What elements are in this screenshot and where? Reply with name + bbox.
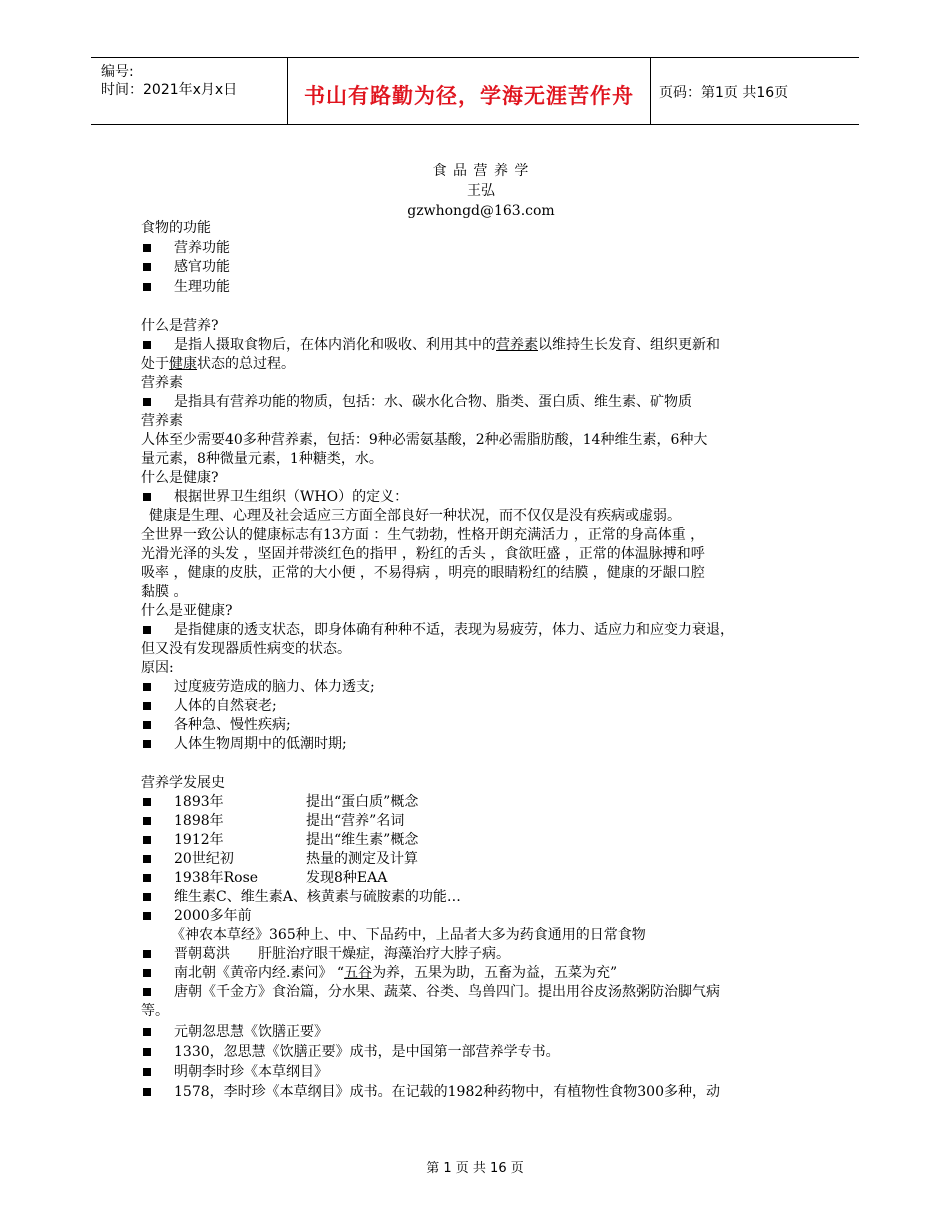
bullet-icon xyxy=(143,740,151,748)
bullet-icon xyxy=(143,912,151,920)
paragraph-line: 但又没有发现器质性病变的状态。 xyxy=(141,641,351,657)
bullet-icon xyxy=(143,798,151,806)
nutrient-heading: 营养素 xyxy=(141,375,183,391)
list-item: 维生素C、维生素A、核黄素与硫胺素的功能… xyxy=(141,888,461,907)
timeline-row: 20世纪初 热量的测定及计算 xyxy=(141,850,418,869)
bullet-icon xyxy=(143,493,151,501)
paragraph-line: 人体至少需要40多种营养素，包括：9种必需氨基酸，2种必需脂肪酸，14种维生素，6种大 xyxy=(141,432,708,448)
timeline-row: 1893年 提出“蛋白质”概念 xyxy=(141,793,418,812)
bullet-icon xyxy=(143,893,151,901)
bullet-icon xyxy=(143,988,151,996)
list-item: 唐朝《千金方》食治篇，分水果、蔬菜、谷类、鸟兽四门。提出用谷皮汤熬粥防治脚气病 xyxy=(141,983,720,1002)
wugu-link[interactable]: 五谷 xyxy=(344,965,373,981)
nutrition-definition: 是指人摄取食物后，在体内消化和吸收、利用其中的营养素以维持生长发育、组织更新和 xyxy=(141,336,720,355)
timeline-row: 1912年 提出“维生素”概念 xyxy=(141,831,418,850)
list-item: 人体的自然衰老; xyxy=(141,697,277,716)
nutrient-heading-2: 营养素 xyxy=(141,413,183,429)
health-link[interactable]: 健康 xyxy=(169,356,197,372)
list-item: 各种急、慢性疾病; xyxy=(141,716,291,735)
bullet-icon xyxy=(143,969,151,977)
bullet-icon xyxy=(143,1088,151,1096)
list-item: 1330，忽思慧《饮膳正要》成书，是中国第一部营养学专书。 xyxy=(141,1043,560,1062)
list-item: 明朝李时珍《本草纲目》 xyxy=(141,1063,328,1082)
list-item: 元朝忽思慧《饮膳正要》 xyxy=(141,1023,328,1042)
page-header xyxy=(91,57,859,125)
health-heading: 什么是健康? xyxy=(141,470,219,486)
bullet-icon xyxy=(143,1048,151,1056)
bullet-icon xyxy=(143,1068,151,1076)
list-item: 感官功能 xyxy=(141,258,230,277)
list-item: 南北朝《黄帝内经.素问》 “五谷为养，五果为助，五畜为益，五菜为充” xyxy=(141,964,617,983)
list-item: 1578，李时珍《本草纲目》成书。在记载的1982种药物中，有植物性食物300多种，动 xyxy=(141,1083,720,1102)
timeline-row: 1938年Rose 发现8种EAA xyxy=(141,869,387,888)
bullet-icon xyxy=(143,950,151,958)
paragraph-line: 量元素，8种微量元素，1种糖类，水。 xyxy=(141,451,383,467)
nutrition-heading: 什么是营养? xyxy=(141,318,219,334)
timeline-row: 1898年 提出“营养”名词 xyxy=(141,812,404,831)
bullet-icon xyxy=(143,398,151,406)
list-item: 人体生物周期中的低潮时期; xyxy=(141,735,347,754)
food-function-heading: 食物的功能 xyxy=(141,220,211,236)
list-item: 晋朝葛洪 肝脏治疗眼干燥症，海藻治疗大脖子病。 xyxy=(141,945,510,964)
list-item: 营养功能 xyxy=(141,239,230,258)
paragraph-line: 《神农本草经》365种上、中、下品药中，上品者大多为药食通用的日常食物 xyxy=(171,927,646,943)
bullet-icon xyxy=(143,1028,151,1036)
doc-email: gzwhongd@163.com xyxy=(407,203,555,219)
bullet-icon xyxy=(143,721,151,729)
header-left-cell xyxy=(91,58,287,124)
bullet-icon xyxy=(143,874,151,882)
nutrient-link[interactable]: 营养素 xyxy=(496,337,538,353)
bullet-icon xyxy=(143,263,151,271)
page-number-label: 页码：第1页 共16页 xyxy=(659,85,789,101)
bullet-icon xyxy=(143,244,151,252)
bullet-icon xyxy=(143,683,151,691)
subhealth-definition: 是指健康的透支状态，即身体确有种种不适，表现为易疲劳，体力、适应力和应变力衰退， xyxy=(141,621,734,640)
paragraph-line: 全世界一致公认的健康标志有13方面 ：生气勃勃，性格开朗充满活力 ，正常的身高体重 ， xyxy=(141,527,705,543)
list-item: 2000多年前 xyxy=(141,907,252,926)
nutrient-definition: 是指具有营养功能的物质，包括：水、碳水化合物、脂类、蛋白质、维生素、矿物质 xyxy=(141,393,692,412)
list-item: 过度疲劳造成的脑力、体力透支; xyxy=(141,678,375,697)
document-number-label: 编号: xyxy=(101,64,134,80)
document-date-label: 时间：2021年x月x日 xyxy=(101,82,238,98)
nutrition-definition-cont: 处于健康状态的总过程。 xyxy=(141,356,295,372)
list-item: 生理功能 xyxy=(141,278,230,297)
bullet-icon xyxy=(143,626,151,634)
header-motto-cell xyxy=(287,58,651,124)
bullet-icon xyxy=(143,817,151,825)
bullet-icon xyxy=(143,341,151,349)
paragraph-line: 黏膜 。 xyxy=(141,584,188,600)
paragraph-line: 光滑光泽的头发 ，坚固并带淡红色的指甲 ，粉红的舌头 ，食欲旺盛 ，正常的体温脉搏和呼 xyxy=(141,546,705,562)
causes-label: 原因: xyxy=(141,660,174,676)
motto-text: 书山有路勤为径，学海无涯苦作舟 xyxy=(304,84,634,108)
bullet-icon xyxy=(143,836,151,844)
doc-title: 食 品 营 养 学 xyxy=(432,163,530,179)
paragraph-line: 吸率 ，健康的皮肤，正常的大小便 ，不易得病 ，明亮的眼睛粉红的结膜 ，健康的牙龈口腔 xyxy=(141,565,705,581)
page-footer: 第 1 页 共 16 页 xyxy=(426,1161,524,1176)
bullet-icon xyxy=(143,702,151,710)
bullet-icon xyxy=(143,283,151,291)
health-definition: 健康是生理、心理及社会适应三方面全部良好一种状况，而不仅仅是没有疾病或虚弱。 xyxy=(149,508,681,524)
paragraph-line: 等。 xyxy=(141,1003,169,1019)
history-heading: 营养学发展史 xyxy=(141,775,225,791)
bullet-icon xyxy=(143,855,151,863)
doc-author: 王弘 xyxy=(467,183,495,199)
subhealth-heading: 什么是亚健康? xyxy=(141,603,233,619)
header-right-cell xyxy=(650,58,859,124)
who-definition-label: 根据世界卫生组织（WHO）的定义： xyxy=(141,488,408,507)
